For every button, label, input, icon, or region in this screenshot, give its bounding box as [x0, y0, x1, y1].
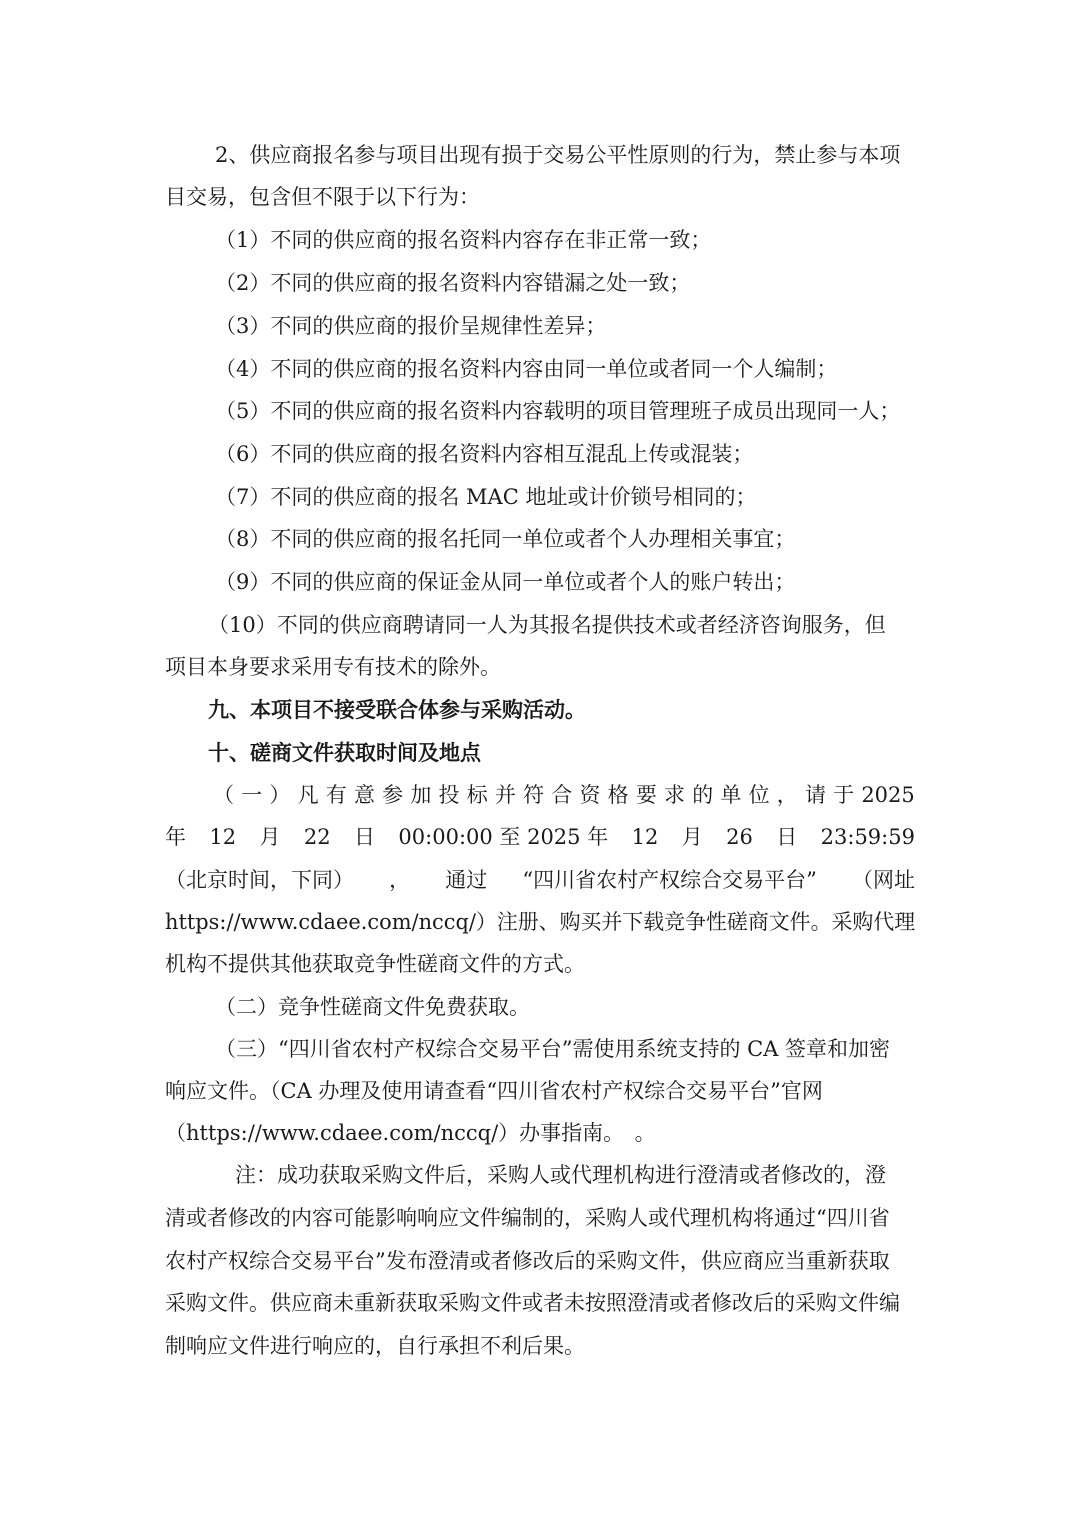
section-10-p3-line-2: 响应文件。（CA 办理及使用请查看“四川省农村产权综合交易平台”官网: [165, 1079, 823, 1103]
clause-2-line-2: 目交易，包含但不限于以下行为：: [165, 185, 480, 209]
text-token: 日: [354, 825, 376, 849]
note-line-3: 农村产权综合交易平台”发布澄清或者修改后的采购文件，供应商应当重新获取: [165, 1249, 890, 1273]
text-token: 月: [681, 825, 703, 849]
text-token: 凡: [297, 783, 319, 807]
list-item: （7）不同的供应商的报名 MAC 地址或计价锁号相同的；: [215, 485, 757, 509]
text-token: 位: [748, 783, 770, 807]
list-item: （8）不同的供应商的报名托同一单位或者个人办理相关事宜；: [215, 527, 796, 551]
section-9-heading: 九、本项目不接受联合体参与采购活动。: [208, 698, 586, 722]
list-item: （5）不同的供应商的报名资料内容载明的项目管理班子成员出现同一人；: [215, 399, 901, 423]
text-token: 有: [325, 783, 347, 807]
text-token: 请: [804, 783, 826, 807]
text-token: 符: [523, 783, 545, 807]
text-token: 26: [726, 825, 753, 849]
note-line-4: 采购文件。供应商未重新获取采购文件或者未按照澄清或者修改后的采购文件编: [165, 1291, 900, 1315]
text-token: 00:00:00 至 2025 年: [398, 825, 609, 849]
list-item: （6）不同的供应商的报名资料内容相互混乱上传或混装；: [215, 442, 754, 466]
section-10-p1-line-4: https://www.cdaee.com/nccq/）注册、购买并下载竞争性磋商文件。采购代理: [165, 910, 916, 934]
text-token: 参: [382, 783, 404, 807]
section-10-p3-line-3: （https://www.cdaee.com/nccq/）办事指南。 。: [165, 1121, 656, 1145]
text-token: 加: [410, 783, 432, 807]
text-token: （北京时间，下同）: [165, 868, 354, 892]
text-token: 12: [631, 825, 659, 849]
text-token: 一: [241, 783, 263, 807]
item-10-line-1: （10）不同的供应商聘请同一人为其报名提供技术或者经济咨询服务，但: [208, 613, 886, 637]
section-10-p1-line-5: 机构不提供其他获取竞争性磋商文件的方式。: [165, 952, 585, 976]
clause-2-line-1: 2、供应商报名参与项目出现有损于交易公平性原则的行为，禁止参与本项: [215, 143, 901, 167]
section-10-p1-line-2: [165, 824, 915, 850]
text-token: ，: [776, 783, 798, 807]
text-token: 并: [494, 783, 516, 807]
text-token: 标: [466, 783, 488, 807]
text-token: 通过: [445, 868, 488, 892]
text-token: “四川省农村产权综合交易平台”: [522, 868, 817, 892]
text-token: 的: [692, 783, 714, 807]
text-token: 要: [635, 783, 657, 807]
list-item: （2）不同的供应商的报名资料内容错漏之处一致；: [215, 271, 691, 295]
text-token: 2025: [861, 783, 915, 807]
list-item: （3）不同的供应商的报价呈规律性差异；: [215, 314, 607, 338]
section-10-heading: 十、磋商文件获取时间及地点: [208, 741, 481, 765]
text-token: （: [213, 783, 234, 807]
text-token: 于: [833, 783, 855, 807]
section-10-p1-line-1: [213, 782, 915, 808]
section-10-p3-line-1: （三）“四川省农村产权综合交易平台”需使用系统支持的 CA 签章和加密: [215, 1037, 891, 1061]
item-10-line-2: 项目本身要求采用专有技术的除外。: [165, 655, 501, 679]
section-10-p2: （二）竞争性磋商文件免费获取。: [215, 995, 530, 1019]
text-token: 意: [353, 783, 375, 807]
note-line-5: 制响应文件进行响应的，自行承担不利后果。: [165, 1334, 585, 1358]
note-line-2: 清或者修改的内容可能影响响应文件编制的，采购人或代理机构将通过“四川省: [165, 1206, 890, 1230]
text-token: 资: [579, 783, 601, 807]
text-token: ）: [269, 783, 291, 807]
text-token: 投: [438, 783, 460, 807]
text-token: 求: [664, 783, 685, 807]
list-item: （4）不同的供应商的报名资料内容由同一单位或者同一个人编制；: [215, 357, 838, 381]
section-10-p1-line-3: [165, 867, 915, 893]
text-token: 23:59:59: [820, 825, 915, 849]
text-token: 月: [259, 825, 281, 849]
text-token: （网址: [851, 868, 915, 892]
note-line-1: 注：成功获取采购文件后，采购人或代理机构进行澄清或者修改的，澄: [235, 1163, 886, 1187]
text-token: 合: [551, 783, 573, 807]
text-token: 年: [165, 825, 186, 849]
text-token: ，: [389, 868, 411, 892]
text-token: 22: [303, 825, 331, 849]
text-token: 日: [776, 825, 798, 849]
text-token: 格: [607, 783, 629, 807]
list-item: （1）不同的供应商的报名资料内容存在非正常一致；: [215, 228, 712, 252]
list-item: （9）不同的供应商的保证金从同一单位或者个人的账户转出；: [215, 570, 796, 594]
text-token: 12: [209, 825, 237, 849]
text-token: 单: [720, 783, 742, 807]
